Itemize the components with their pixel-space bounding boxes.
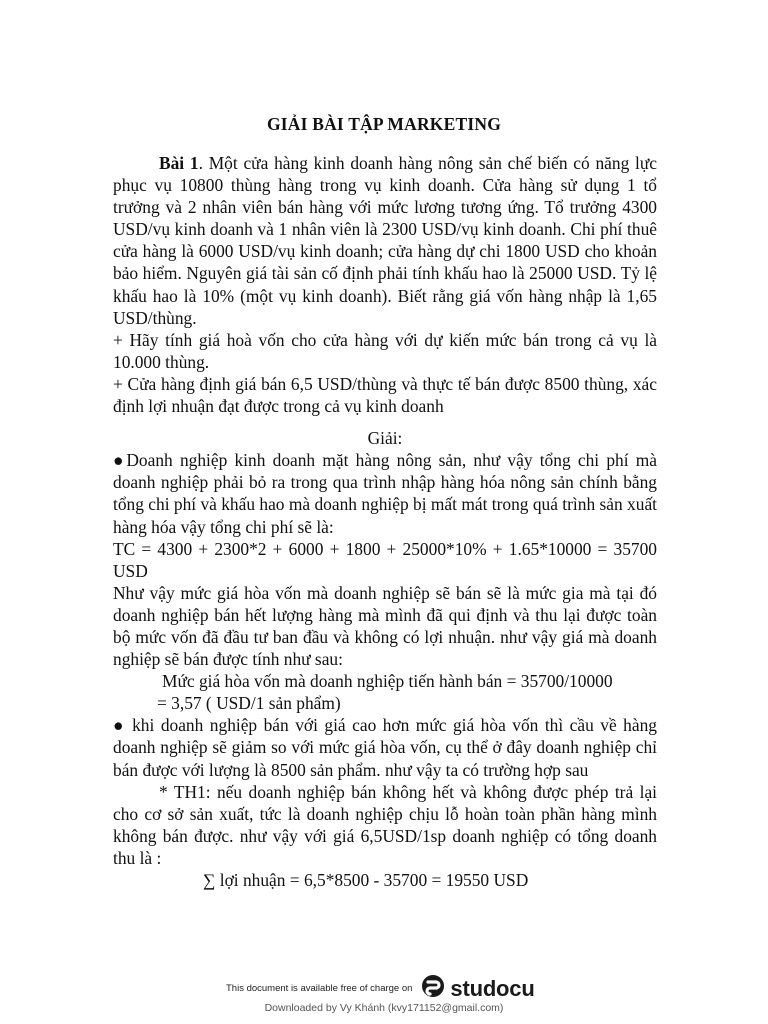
page-title: GIẢI BÀI TẬP MARKETING [266, 114, 502, 134]
solution-paragraph-2: Như vậy mức giá hòa vốn mà doanh nghiệp sẽ bán sẽ là mức gia mà tại đó doanh nghiệp bán hết lượng hàng mà mình đã qui định và thu lại được toàn bộ mức vốn đã đầu tư ban đầu và không có lợi nhuận. như vậy giá mà doanh nghiệp sẽ bán được tính như sau: [113, 582, 657, 670]
breakeven-formula: Mức giá hòa vốn mà doanh nghiệp tiến hành bán = 35700/10000 [162, 671, 613, 692]
problem-statement [113, 152, 657, 891]
profit-formula: ∑ lợi nhuận = 6,5*8500 - 35700 = 19550 USD [203, 870, 529, 890]
download-note: Downloaded by Vy Khánh (kvy171152@gmail.com) [264, 1002, 504, 1014]
question-2: + Cửa hàng định giá bán 6,5 USD/thùng và thực tế bán được 8500 thùng, xác định lợi nhuận đạt được trong cả vụ kinh doanh [113, 373, 657, 417]
footer-banner [226, 973, 535, 1004]
studocu-brand-text: studocu [450, 975, 535, 1001]
solution-heading: Giải: [367, 428, 403, 449]
problem-label: Bài 1 [159, 153, 199, 173]
breakeven-result: = 3,57 ( USD/1 sản phẩm) [157, 693, 341, 714]
case-1-text: * TH1: nếu doanh nghiệp bán không hết và không được phép trả lại cho cơ sở sản xuất, tức là doanh nghiệp chịu lỗ hoàn toàn phần hàng mình không bán được. như vậy với giá 6,5USD/1sp doanh nghiệp có tổng doanh thu là : [113, 781, 657, 868]
problem-paragraph [113, 152, 657, 329]
solution-paragraph-3: ● khi doanh nghiệp bán với giá cao hơn mức giá hòa vốn thì cầu về hàng doanh nghiệp sẽ giảm so với mức giá hòa vốn, cụ thể ở đây doanh nghiệp chỉ bán được với lượng là 8500 sản phẩm. như vậy ta có trường hợp sau [113, 715, 657, 780]
problem-text: . Một cửa hàng kinh doanh hàng nông sản chế biến có năng lực phục vụ 10800 thùng hàng trong vụ kinh doanh. Cửa hàng sử dụng 1 tổ trưởng và 2 nhân viên bán hàng với mức lương tương ứng. Tổ trưởng 4300 USD/vụ kinh doanh và 1 nhân viên là 2300 USD/vụ kinh doanh. Chi phí thuê cửa hàng là 6000 USD/vụ kinh doanh; cửa hàng dự chi 1800 USD cho khoản bảo hiểm. Nguyên giá tài sản cố định phải tính khấu hao là 25000 USD. Tỷ lệ khấu hao là 10% (một vụ kinh doanh). Biết rằng giá vốn hàng nhập là 1,65 USD/thùng. [113, 153, 657, 328]
total-cost-formula: TC = 4300 + 2300*2 + 6000 + 1800 + 25000*10% + 1.65*10000 = 35700 USD [113, 538, 657, 581]
footer-note: This document is available free of charge on [226, 983, 413, 994]
solution-paragraph-1: ●Doanh nghiệp kinh doanh mặt hàng nông sản, như vậy tổng chi phí mà doanh nghiệp phải bỏ ra trong qua trình nhập hàng hóa nông sản chính bằng tổng chi phí và khấu hao mà doanh nghiệp bị mất mát trong quá trình sản xuất hàng hóa vậy tổng chi phí sẽ là: [113, 450, 657, 537]
studocu-logo[interactable] [420, 973, 534, 1004]
question-1: + Hãy tính giá hoà vốn cho cửa hàng với dự kiến mức bán trong cả vụ là 10.000 thùng. [113, 329, 657, 372]
studocu-logo-icon [420, 973, 446, 1004]
